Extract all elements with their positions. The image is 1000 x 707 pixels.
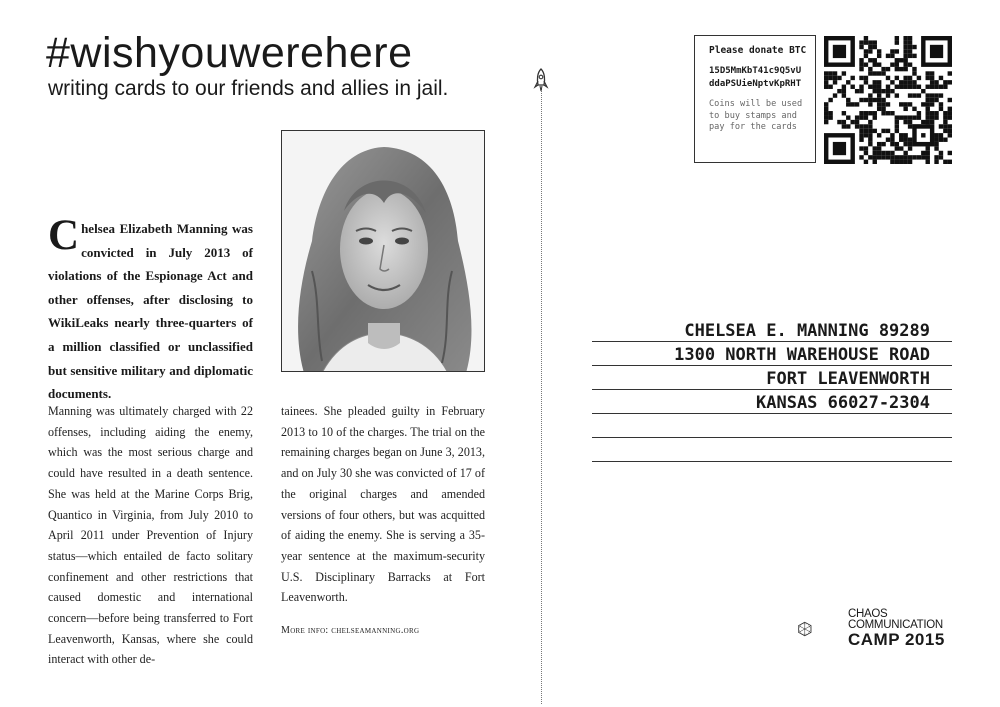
logo-line-1: CHAOS bbox=[848, 608, 888, 620]
more-info-link[interactable]: More info: chelseamanning.org bbox=[281, 625, 420, 636]
camp-logo-text bbox=[848, 609, 945, 649]
address-line-blank-1 bbox=[592, 414, 952, 438]
donation-note: Coins will be used to buy stamps and pay for the cards bbox=[709, 99, 803, 132]
lead-text: helsea Elizabeth Manning was convicted in July 2013 of violations of the Espionage Act and other offenses, after disclosing to WikiLeaks nearly three-quarters of a million classified or unclassified but sensitive military and diplomatic documents. bbox=[48, 221, 253, 402]
mailing-address bbox=[592, 318, 952, 462]
donation-box bbox=[694, 35, 816, 163]
rocket-icon bbox=[531, 68, 551, 94]
address-line-blank-2 bbox=[592, 438, 952, 462]
body-column-2: tainees. She pleaded guilty in February 2013 to 10 of the charges. The trial on the remaining charges began on June 3, 2013, and on July 30 she was convicted of 17 of the original charges and amended versions of four others, but was acquitted of aiding the enemy. She is serving a 35-year sentence at the maximum-security U.S. Disciplinary Barracks at Fort Leavenworth. bbox=[281, 404, 485, 605]
page-title: #wishyouwerehere bbox=[46, 29, 413, 77]
logo-line-3: CAMP 2015 bbox=[848, 630, 945, 649]
address-line-4: KANSAS 66027-2304 bbox=[592, 390, 952, 414]
address-line-2: 1300 NORTH WAREHOUSE ROAD bbox=[592, 342, 952, 366]
drop-cap: C bbox=[48, 212, 80, 259]
body-column-1: Manning was ultimately charged with 22 offenses, including aiding the enemy, which was the most serious charge and could have resulted in a death sentence. She was held at the Marine Corps Brig, Quantico in Virginia, from July 2010 to April 2011 under Prevention of Injury status—which entailed de facto solitary confinement and other restrictions that caused domestic and international concern—before being transferred to Fort Leavenworth, Kansas, where she could interact with other de- bbox=[48, 404, 253, 667]
lead-paragraph bbox=[48, 212, 253, 406]
address-line-1: CHELSEA E. MANNING 89289 bbox=[592, 318, 952, 342]
page-subtitle: writing cards to our friends and allies in jail. bbox=[48, 77, 449, 100]
btc-address-line-1: 15D5MmKbT41c9Q5vU bbox=[709, 66, 802, 76]
btc-address-line-2: ddaPSUieNptvKpRHT bbox=[709, 79, 802, 89]
btc-address bbox=[709, 65, 807, 91]
postcard-divider bbox=[541, 88, 542, 704]
qr-code bbox=[824, 36, 952, 164]
hexagon-logo-icon bbox=[797, 605, 847, 653]
address-line-3: FORT LEAVENWORTH bbox=[592, 366, 952, 390]
logo-line-2: COMMUNICATION bbox=[848, 619, 943, 631]
portrait-image bbox=[281, 130, 485, 372]
donation-title: Please donate BTC bbox=[709, 45, 807, 56]
